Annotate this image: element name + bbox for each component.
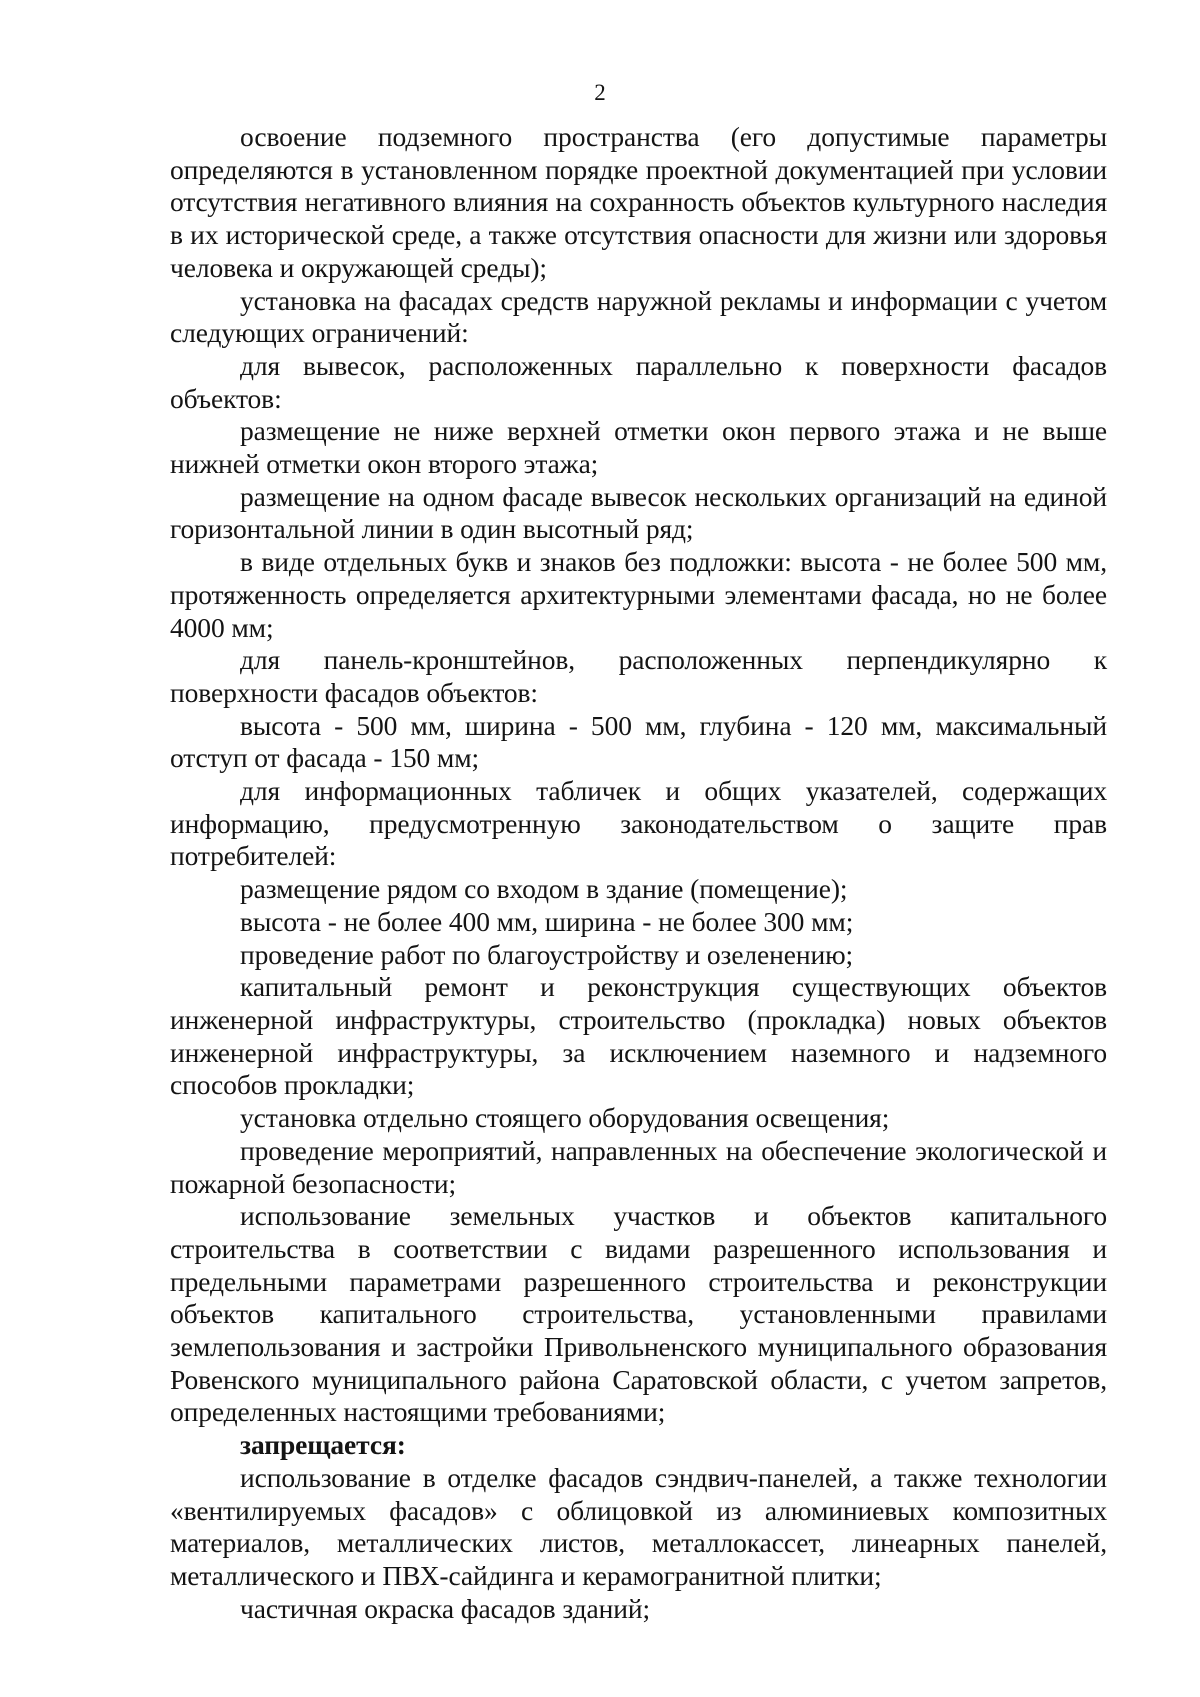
heading-prohibited: запрещается:: [240, 1429, 406, 1461]
paragraph-lighting-equipment: установка отдельно стоящего оборудования освещения;: [240, 1102, 890, 1134]
paragraph-underground-space: освоение подземного пространства (его допустимые параметры определяются в установленном порядке проектной документацией при условии отсутствия негативного влияния на сохранность объектов культурного наследия в их исторической среде, а также отсутствия опасности для жизни или здоровья человека и окружающей среды);: [170, 121, 1107, 283]
paragraph-safety-measures: проведение мероприятий, направленных на обеспечение экологической и пожарной безопасности;: [170, 1134, 1107, 1199]
paragraph-bracket-dimensions: высота - 500 мм, ширина - 500 мм, глубина - 120 мм, максимальный отступ от фасада - 150 мм;: [170, 709, 1107, 774]
paragraph-infrastructure-repair: капитальный ремонт и реконструкция существующих объектов инженерной инфраструктуры, строительство (прокладка) новых объектов инженерной инфраструктуры, за исключением наземного и надземного способов прокладки;: [170, 971, 1107, 1101]
page-number: 2: [594, 80, 606, 105]
paragraph-advertising-installation: установка на фасадах средств наружной рекламы и информации с учетом следующих ограничений:: [170, 284, 1107, 349]
paragraph-info-plates: для информационных табличек и общих указателей, содержащих информацию, предусмотренную законодательством о защите прав потребителей:: [170, 775, 1107, 872]
paragraph-bracket-panels: для панель-кронштейнов, расположенных перпендикулярно к поверхности фасадов объектов:: [170, 644, 1107, 708]
document-body: [170, 121, 1107, 1625]
paragraph-landscaping: проведение работ по благоустройству и озеленению;: [240, 938, 854, 970]
paragraph-sandwich-panels: использование в отделке фасадов сэндвич-панелей, а также технологии «вентилируемых фасадов» с облицовкой из алюминиевых композитных материалов, металлических листов, металлокассет, линеарных панелей, металлического и ПВХ-сайдинга и керамогранитной плитки;: [170, 1461, 1107, 1591]
paragraph-placement-height: размещение не ниже верхней отметки окон первого этажа и не выше нижней отметки окон второго этажа;: [170, 415, 1107, 480]
paragraph-letters-no-backing: в виде отдельных букв и знаков без подложки: высота - не более 500 мм, протяженность определяется архитектурными элементами фасада, но не более 4000 мм;: [170, 546, 1107, 643]
paragraph-partial-painting: частичная окраска фасадов зданий;: [240, 1592, 650, 1624]
paragraph-parallel-signs: для вывесок, расположенных параллельно к поверхности фасадов объектов:: [170, 349, 1107, 414]
paragraph-single-row-placement: размещение на одном фасаде вывесок нескольких организаций на единой горизонтальной линии в один высотный ряд;: [170, 480, 1107, 545]
paragraph-near-entrance: размещение рядом со входом в здание (помещение);: [240, 873, 848, 905]
paragraph-plate-dimensions: высота - не более 400 мм, ширина - не более 300 мм;: [240, 905, 854, 937]
paragraph-land-use: использование земельных участков и объектов капитального строительства в соответствии с видами разрешенного использования и предельными параметрами разрешенного строительства и реконструкции объектов капитального строительства, установленными правилами землепользования и застройки Привольненского муниципального образования Ровенского муниципального района Саратовской области, с учетом запретов, определенных настоящими требованиями;: [170, 1200, 1107, 1428]
